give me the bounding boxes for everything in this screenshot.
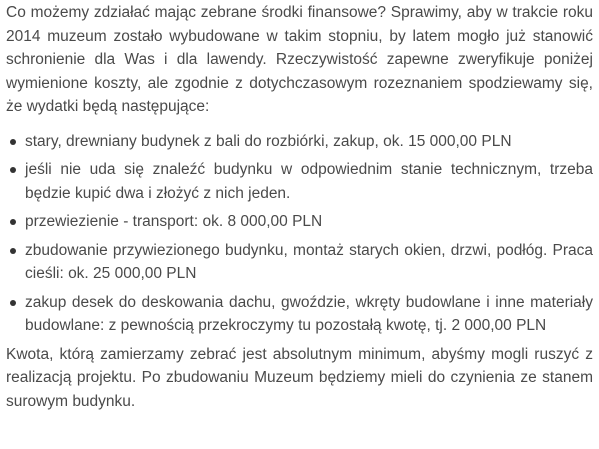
list-item-text: zbudowanie przywiezionego budynku, montaż starych okien, drzwi, podłóg. Praca cieśli: ok. 25 000,00 PLN bbox=[25, 241, 593, 282]
bullet-icon bbox=[10, 219, 16, 225]
list-item-text: przewiezienie - transport: ok. 8 000,00 PLN bbox=[25, 213, 323, 230]
bullet-icon bbox=[10, 167, 16, 173]
intro-paragraph: Co możemy zdziałać mając zebrane środki finansowe? Sprawimy, aby w trakcie roku 2014 muzeum zostało wybudowane w takim stopniu, by latem mogło już stanowić schronienie dla Was i dla lawendy. Rzeczywistość zapewne zweryfikuje poniżej wymienione koszty, ale zgodnie z dotychczasowym rozeznaniem spodziewamy się, że wydatki będą następujące: bbox=[6, 4, 593, 115]
bullet-icon bbox=[10, 300, 16, 306]
cost-list bbox=[6, 130, 593, 338]
list-item bbox=[6, 210, 593, 234]
list-item-text: zakup desek do deskowania dachu, gwoździe, wkręty budowlane i inne materiały budowlane: z pewnością przekroczymy tu pozostałą kwotę, tj. 2 000,00 PLN bbox=[25, 293, 593, 334]
outro-paragraph: Kwota, którą zamierzamy zebrać jest absolutnym minimum, abyśmy mogli ruszyć z realizacją projektu. Po zbudowaniu Muzeum będziemy mieli do czynienia ze stanem surowym budynku. bbox=[6, 345, 593, 410]
list-item bbox=[6, 130, 593, 154]
list-item bbox=[6, 291, 593, 338]
bullet-icon bbox=[10, 248, 16, 254]
list-item bbox=[6, 158, 593, 205]
list-item-text: jeśli nie uda się znaleźć budynku w odpowiednim stanie technicznym, trzeba będzie kupić dwa i złożyć z nich jeden. bbox=[25, 161, 593, 202]
list-item-text: stary, drewniany budynek z bali do rozbiórki, zakup, ok. 15 000,00 PLN bbox=[25, 132, 512, 150]
bullet-icon bbox=[10, 139, 16, 145]
article-body bbox=[0, 1, 599, 449]
list-item bbox=[6, 239, 593, 286]
